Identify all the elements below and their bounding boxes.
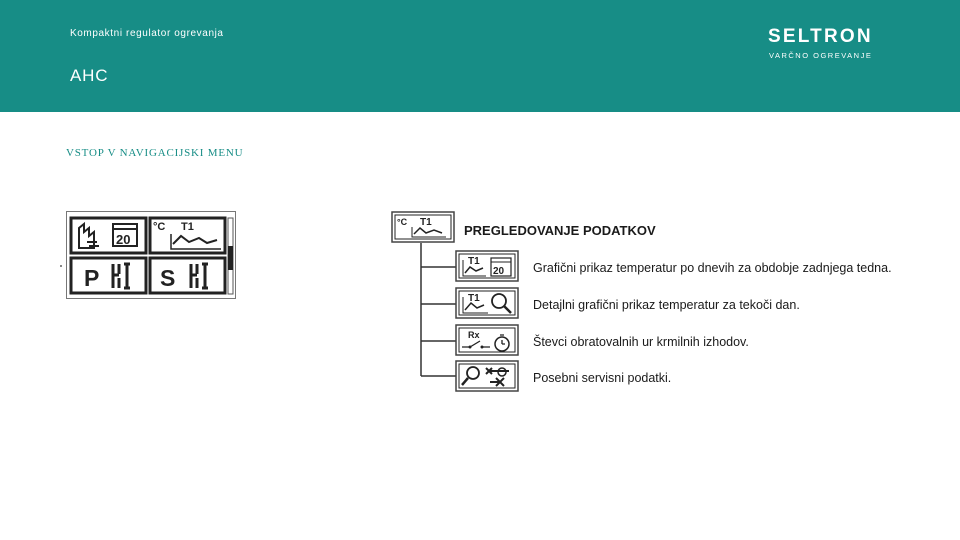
lcd-calendar-number: 20 [116,232,131,247]
parameters-tools-icon[interactable] [71,258,146,293]
weekly-graph-icon [456,251,518,281]
temperature-graph-header-icon [392,212,454,242]
logo-name: SELTRON [768,26,873,47]
seltron-logo [768,26,898,66]
logo-tagline: VARČNO OGREVANJE [769,51,873,60]
heating-circuits-calendar-icon[interactable] [71,218,146,253]
submenu-item-weekly[interactable]: Grafični prikaz temperatur po dnevih za obdobje zadnjega tedna. [533,261,892,275]
relay-timer-icon [456,325,518,355]
lcd-s-label: S [160,265,176,291]
weekly-icon-sensor: T1 [468,256,480,267]
submenu-item-detail[interactable]: Detajlni grafični prikaz temperatur za tekoči dan. [533,298,800,312]
lcd-main-menu [66,211,236,299]
header-icon-sensor: T1 [420,217,432,228]
slide-subtitle: Kompaktni regulator ogrevanja [70,28,224,39]
lcd-sensor-label: T1 [181,221,194,233]
bullet-dot [60,265,62,267]
relay-icon-label: Rx [468,330,480,340]
temperature-graph-icon[interactable] [150,218,225,253]
submenu-item-service[interactable]: Posebni servisni podatki. [533,371,672,385]
weekly-icon-calendar: 20 [493,266,505,277]
detail-icon-sensor: T1 [468,293,480,304]
lcd-unit-label: °C [153,221,166,233]
submenu-item-counters[interactable]: Števci obratovalnih ur krmilnih izhodov. [533,335,749,349]
slide-title: AHC [70,66,109,85]
detail-graph-icon [456,288,518,318]
header-icon-unit: °C [397,217,408,227]
service-tools-icon[interactable] [150,258,225,293]
lcd-scrollbar-thumb [228,246,233,270]
data-overview-diagram [388,206,908,398]
section-title: VSTOP V NAVIGACIJSKI MENU [66,147,244,159]
lcd-p-label: P [84,265,100,291]
service-data-icon [456,361,518,391]
submenu-header: PREGLEDOVANJE PODATKOV [464,223,656,238]
header-banner [0,0,960,112]
